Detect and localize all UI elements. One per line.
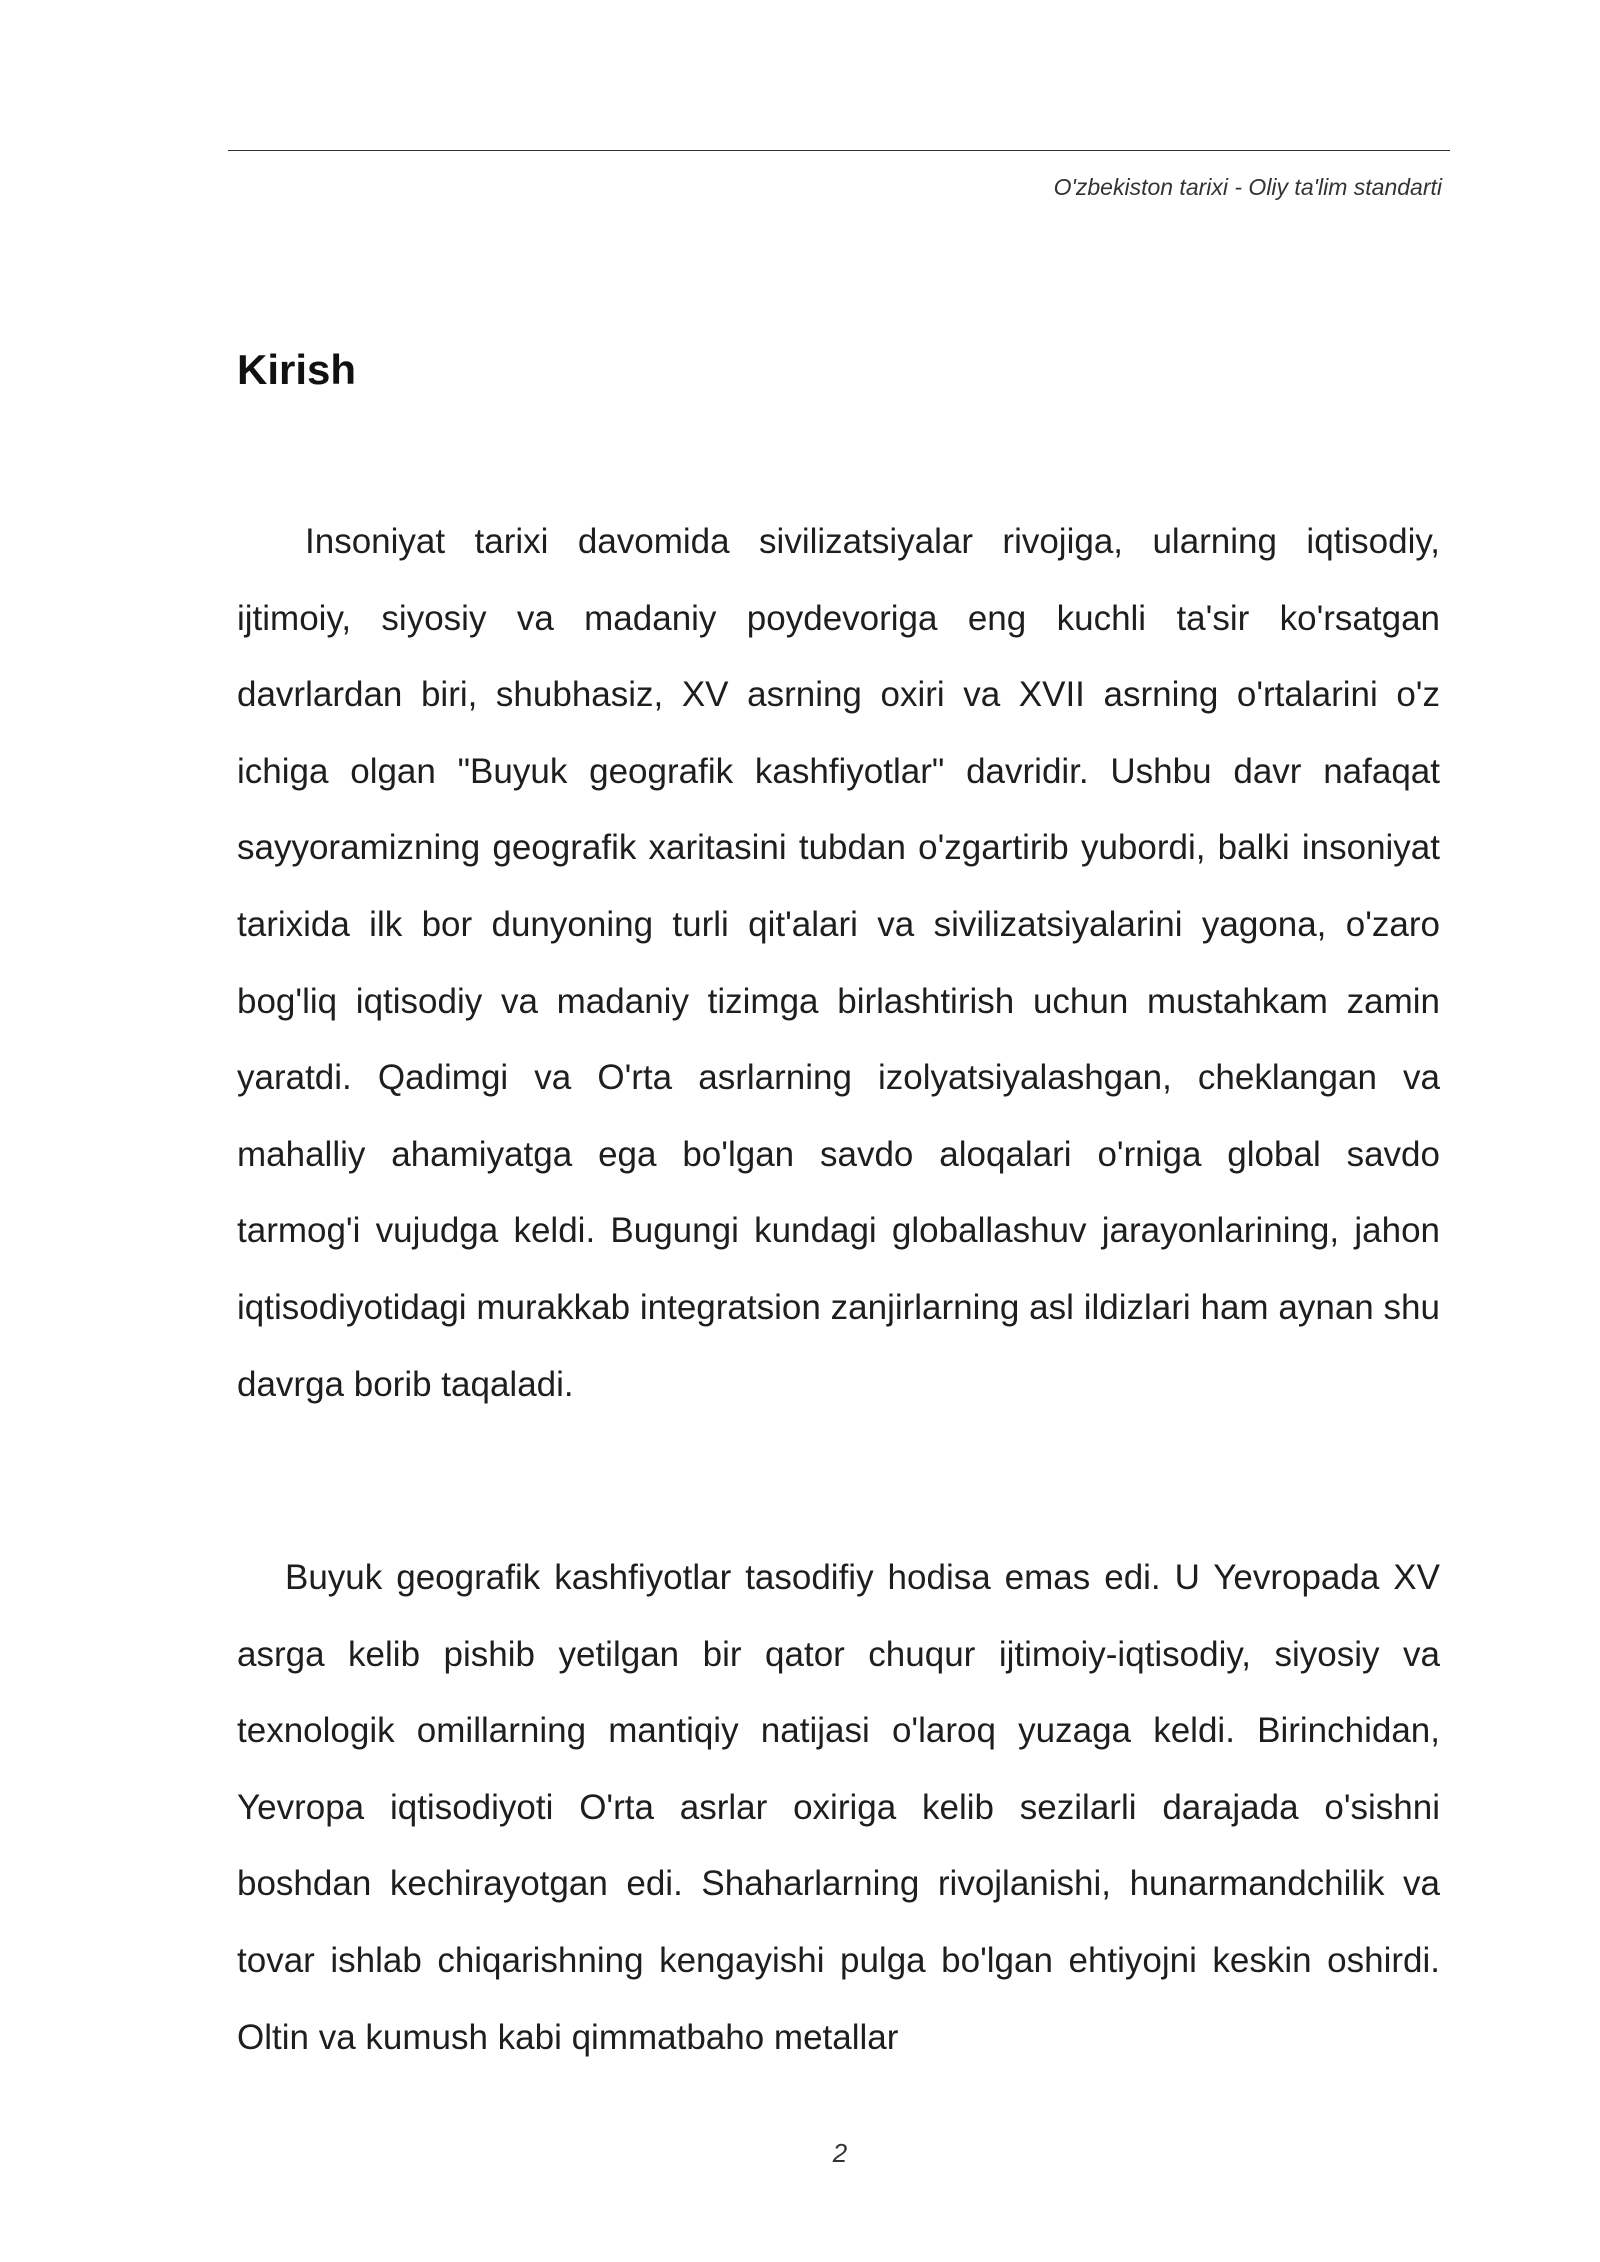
paragraph-second: Buyuk geografik kashfiyotlar tasodifiy hodisa emas edi. U Yevropada XV asrga kelib pishib yetilgan bir qator chuqur ijtimoiy-iqtisodiy, siyosiy va texnologik omillarning mantiqiy natijasi o'laroq yuzaga keldi. Birinchidan, Yevropa iqtisodiyoti O'rta asrlar oxiriga kelib sezilarli darajada o'sishni boshdan kechirayotgan edi. Shaharlarning rivojlanishi, hunarmandchilik va tovar ishlab chiqarishning kengayishi pulga bo'lgan ehtiyojni keskin oshirdi. Oltin va kumush kabi qimmatbaho metallar bbox=[237, 1558, 1440, 2057]
running-header: O'zbekiston tarixi - Oliy ta'lim standarti bbox=[1053, 174, 1442, 200]
page-number: 2 bbox=[832, 2138, 848, 2168]
section-title: Kirish bbox=[237, 346, 357, 393]
paragraph-intro: Insoniyat tarixi davomida sivilizatsiyalar rivojiga, ularning iqtisodiy, ijtimoiy, siyosiy va madaniy poydevoriga eng kuchli ta'sir ko'rsatgan davrlardan biri, shubhasiz, XV asrning oxiri va XVII asrning o'rtalarini o'z ichiga olgan "Buyuk geografik kashfiyotlar" davridir. Ushbu davr nafaqat sayyoramizning geografik xaritasini tubdan o'zgartirib yubordi, balki insoniyat tarixida ilk bor dunyoning turli qit'alari va sivilizatsiyalarini yagona, o'zaro bog'liq iqtisodiy va madaniy tizimga birlashtirish uchun mustahkam zamin yaratdi. Qadimgi va O'rta asrlarning izolyatsiyalashgan, cheklangan va mahalliy ahamiyatga ega bo'lgan savdo aloqalari o'rniga global savdo tarmog'i vujudga keldi. Bugungi kundagi globallashuv jarayonlarining, jahon iqtisodiyotidagi murakkab integratsion zanjirlarning asl ildizlari ham aynan shu davrga borib taqaladi. bbox=[237, 522, 1440, 1404]
header-rule bbox=[228, 150, 1450, 151]
